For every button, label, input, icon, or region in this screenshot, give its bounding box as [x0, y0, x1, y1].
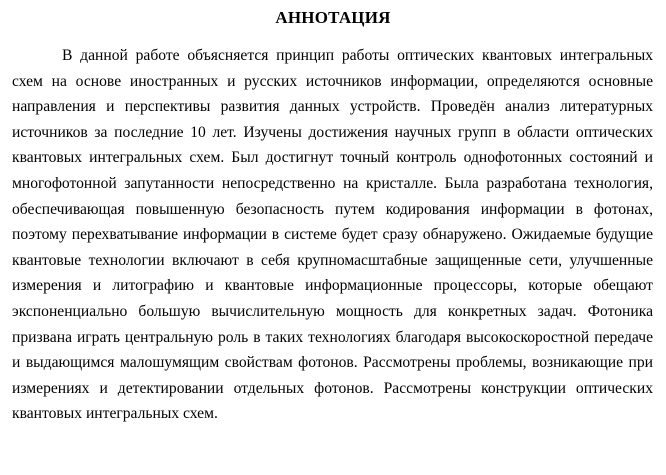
abstract-paragraph: В данной работе объясняется принцип работы оптических квантовых интегральных схем на основе иностранных и русских источников информации, определяются основные направления и перспективы развития данных устройств. Проведён анализ литературных источников за последние 10 лет. Изучены достижения научных групп в области оптических квантовых интегральных схем. Был достигнут точный контроль однофотонных состояний и многофотонной запутанности непосредственно на кристалле. Была разработана технология, обеспечивающая повышенную безопасность путем кодирования информации в фотонах, поэтому перехватывание информации в системе будет сразу обнаружено. Ожидаемые будущие квантовые технологии включают в себя крупномасштабные защищенные сети, улучшенные измерения и литографию и квантовые информационные процессоры, которые обещают экспоненциально большую вычислительную мощность для конкретных задач. Фотоника призвана играть центральную роль в таких технологиях благодаря высокоскоростной передаче и выдающимся малошумящим свойствам фотонов. Рассмотрены проблемы, возникающие при измерениях и детектировании отдельных фотонов. Рассмотрены конструкции оптических квантовых интегральных схем.: [12, 47, 653, 423]
document-title: АННОТАЦИЯ: [275, 8, 391, 27]
